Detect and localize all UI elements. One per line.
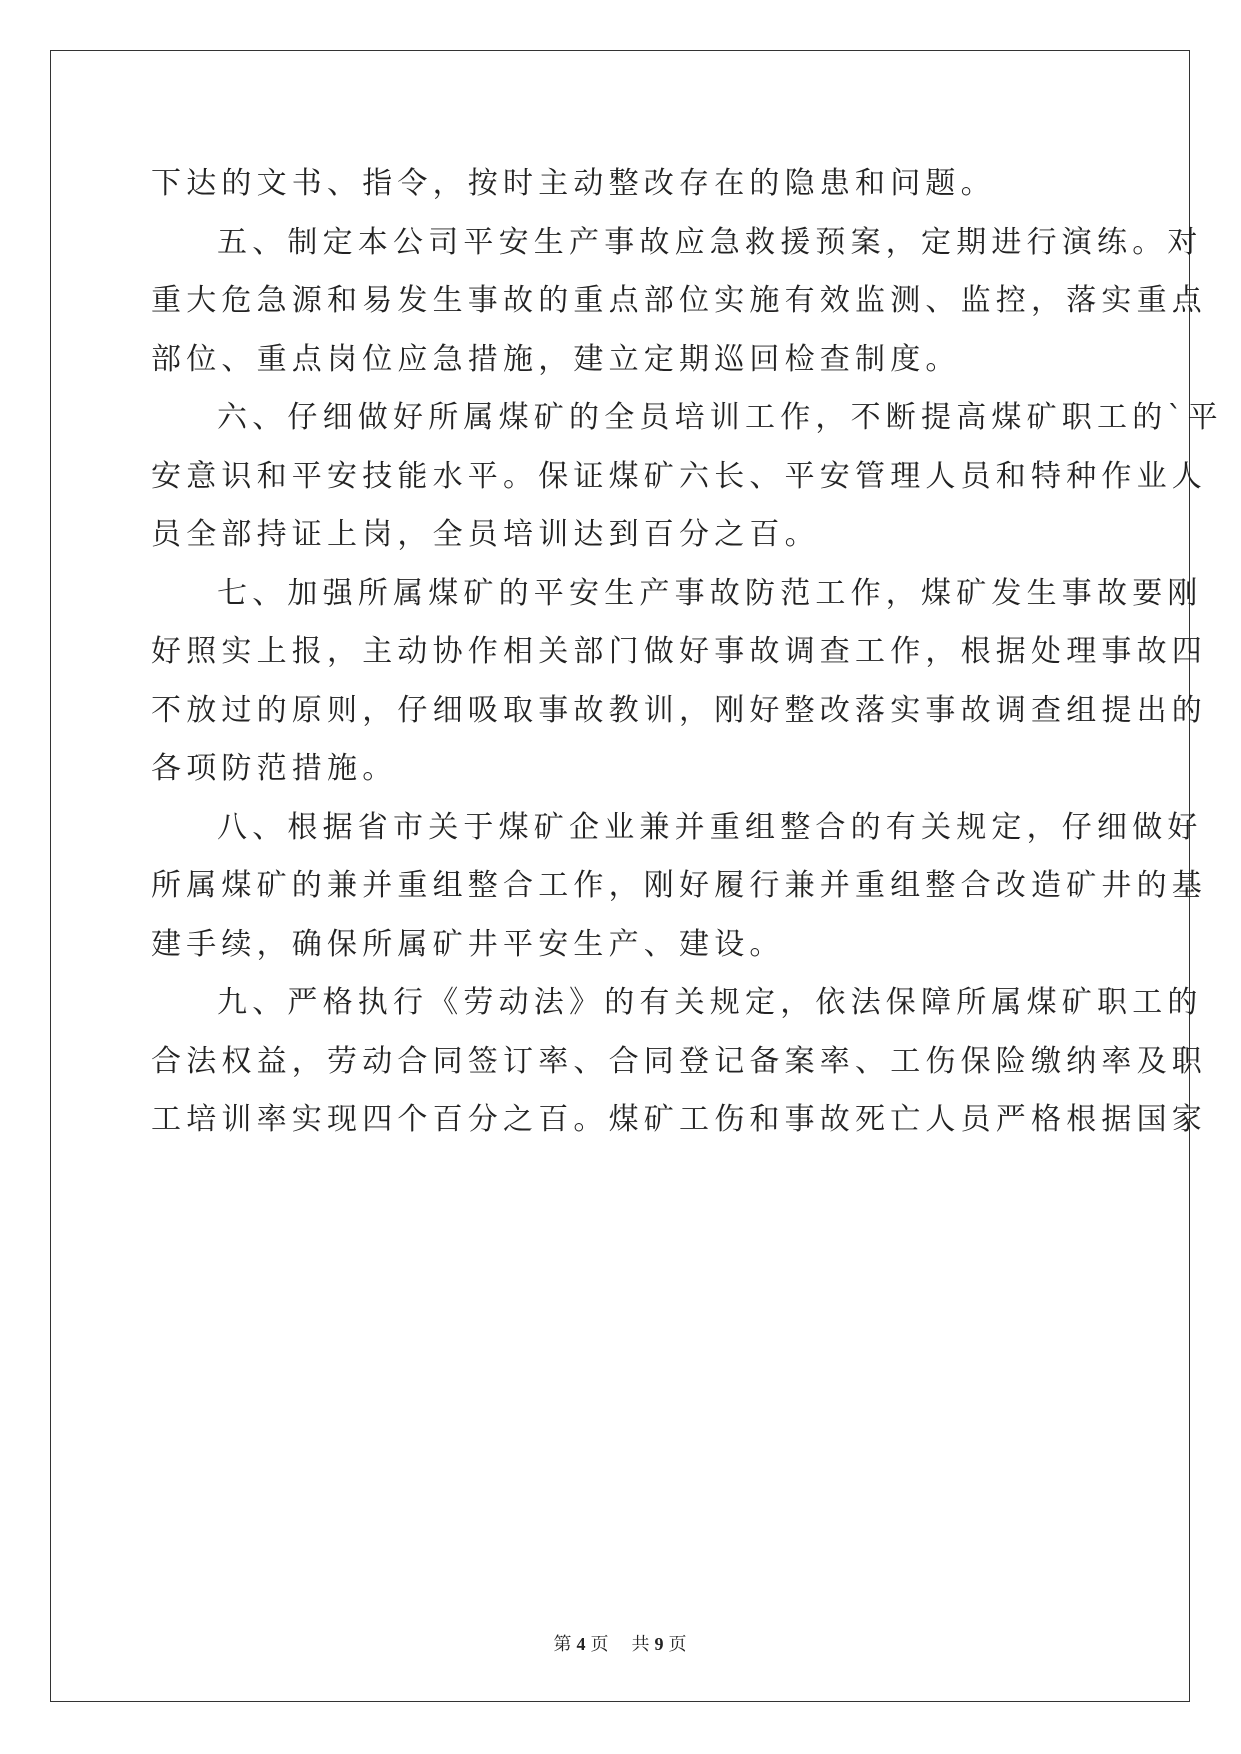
paragraph-8-line-1: 八、根据省市关于煤矿企业兼并重组整合的有关规定，仔细做好 [217,809,1203,845]
total-prefix: 共 [631,1634,651,1654]
text-line: 建手续，确保所属矿井平安生产、建设。 [151,926,785,962]
text-line: 安意识和平安技能水平。保证煤矿六长、平安管理人员和特种作业人 [151,458,1207,494]
text-line: 不放过的原则，仔细吸取事故教训，刚好整改落实事故调查组提出的 [151,692,1207,728]
text-line: 重大危急源和易发生事故的重点部位实施有效监测、监控，落实重点 [151,283,1207,318]
page-footer [0,1630,1241,1656]
page-number: 4 [576,1634,587,1654]
page-prefix: 第 [553,1634,573,1654]
paragraph-9-line-1: 九、严格执行《劳动法》的有关规定，依法保障所属煤矿职工的 [217,985,1203,1020]
paragraph-7-line-1: 七、加强所属煤矿的平安生产事故防范工作，煤矿发生事故要刚 [217,575,1203,611]
text-line: 员全部持证上岗，全员培训达到百分之百。 [151,517,820,552]
text-line: 部位、重点岗位应急措施，建立定期巡回检查制度。 [151,341,961,377]
text-line: 工培训率实现四个百分之百。煤矿工伤和事故死亡人员严格根据国家 [151,1102,1207,1137]
text-line: 下达的文书、指令，按时主动整改存在的隐患和问题。 [151,166,996,201]
text-line: 所属煤矿的兼并重组整合工作，刚好履行兼并重组整合改造矿井的基 [151,868,1207,903]
total-suffix: 页 [668,1634,688,1654]
paragraph-5-line-1: 五、制定本公司平安生产事故应急救援预案，定期进行演练。对 [217,224,1203,260]
text-line: 各项防范措施。 [151,751,398,786]
document-body [151,155,1223,1150]
paragraph-6-line-1: 六、仔细做好所属煤矿的全员培训工作，不断提高煤矿职工的`平 [217,400,1223,435]
text-line: 合法权益，劳动合同签订率、合同登记备案率、工伤保险缴纳率及职 [151,1043,1207,1079]
total-pages: 9 [654,1634,665,1654]
text-line: 好照实上报，主动协作相关部门做好事故调查工作，根据处理事故四 [151,634,1207,669]
page-suffix: 页 [590,1634,610,1654]
